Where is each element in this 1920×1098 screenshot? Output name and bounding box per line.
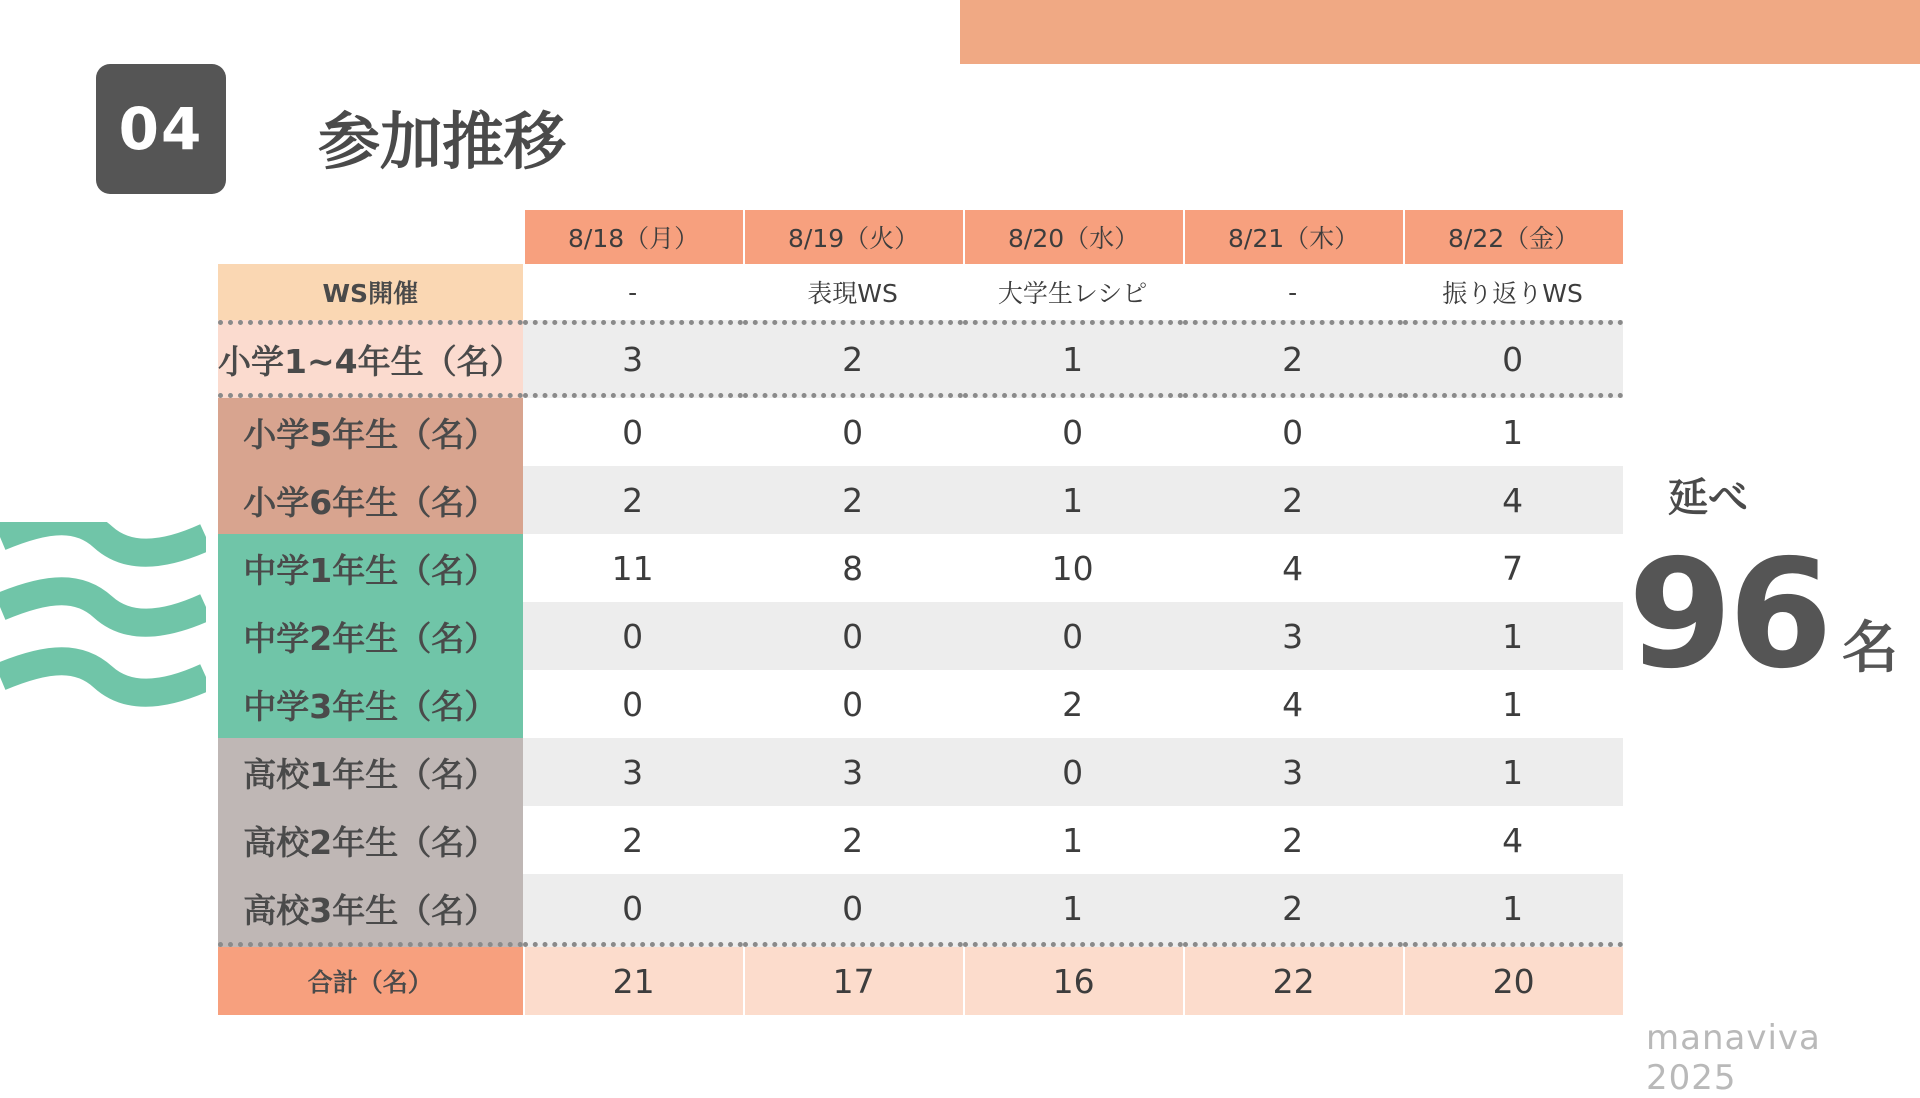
count-cell: 1 bbox=[1403, 602, 1623, 670]
count-cell: 2 bbox=[743, 466, 963, 534]
count-cell: 2 bbox=[1282, 820, 1304, 860]
cumulative-total-value: 96 bbox=[1628, 528, 1829, 702]
count-cell: 4 bbox=[1282, 684, 1304, 724]
row-label: 小学1~4年生（名） bbox=[218, 320, 523, 398]
ws-row-label: WS開催 bbox=[218, 264, 523, 320]
count-cell: 0 bbox=[523, 874, 743, 947]
table-row bbox=[218, 738, 1623, 806]
count-cell: 0 bbox=[842, 412, 864, 452]
ws-cell: - bbox=[628, 277, 638, 307]
count-cell: 3 bbox=[1183, 602, 1403, 670]
table-row bbox=[218, 874, 1623, 947]
count-cell: 0 bbox=[842, 684, 864, 724]
count-cell: 3 bbox=[743, 738, 963, 806]
count-cell: 0 bbox=[743, 602, 963, 670]
count-cell: 0 bbox=[743, 874, 963, 947]
row-label: 高校1年生（名） bbox=[218, 738, 523, 806]
count-cell: 2 bbox=[1062, 684, 1084, 724]
wave-decoration-icon bbox=[0, 522, 206, 732]
date-header: 8/20（水） bbox=[963, 210, 1183, 264]
table-row bbox=[218, 602, 1623, 670]
date-header: 8/21（木） bbox=[1183, 210, 1403, 264]
count-cell: 1 bbox=[1403, 874, 1623, 947]
count-cell: 4 bbox=[1282, 548, 1304, 588]
count-cell: 4 bbox=[1502, 820, 1524, 860]
count-cell: 0 bbox=[1403, 320, 1623, 398]
table-row bbox=[218, 466, 1623, 534]
row-label: 小学6年生（名） bbox=[218, 466, 523, 534]
count-cell: 10 bbox=[1051, 548, 1094, 588]
count-cell: 1 bbox=[963, 320, 1183, 398]
count-cell: 3 bbox=[523, 320, 743, 398]
count-cell: 4 bbox=[1403, 466, 1623, 534]
date-header: 8/22（金） bbox=[1403, 210, 1623, 264]
cumulative-label: 延べ bbox=[1668, 475, 1748, 521]
count-cell: 1 bbox=[1403, 738, 1623, 806]
footer-credit: manaviva 2025 bbox=[1646, 1018, 1821, 1098]
count-cell: 0 bbox=[1282, 412, 1304, 452]
total-row bbox=[218, 947, 1623, 1015]
count-cell: 2 bbox=[1183, 874, 1403, 947]
table-row bbox=[218, 534, 1623, 602]
total-cell: 22 bbox=[1183, 947, 1403, 1015]
count-cell: 1 bbox=[963, 874, 1183, 947]
table-row bbox=[218, 320, 1623, 398]
row-label: 高校2年生（名） bbox=[218, 806, 523, 874]
participation-table bbox=[218, 210, 1623, 1015]
row-label: 中学3年生（名） bbox=[218, 670, 523, 738]
count-cell: 8 bbox=[842, 548, 864, 588]
ws-cell: 振り返りWS bbox=[1442, 279, 1583, 308]
page-title: 参加推移 bbox=[318, 105, 567, 178]
count-cell: 0 bbox=[963, 602, 1183, 670]
table-row bbox=[218, 398, 1623, 466]
table-row bbox=[218, 670, 1623, 738]
top-accent-bar bbox=[960, 0, 1920, 64]
date-header: 8/18（月） bbox=[523, 210, 743, 264]
count-cell: 0 bbox=[622, 684, 644, 724]
count-cell: 1 bbox=[1062, 820, 1084, 860]
count-cell: 1 bbox=[1502, 684, 1524, 724]
count-cell: 2 bbox=[1183, 466, 1403, 534]
ws-row bbox=[218, 264, 1623, 320]
count-cell: 0 bbox=[963, 738, 1183, 806]
ws-cell: - bbox=[1288, 277, 1298, 307]
count-cell: 11 bbox=[611, 548, 654, 588]
total-cell: 16 bbox=[963, 947, 1183, 1015]
count-cell: 0 bbox=[523, 602, 743, 670]
count-cell: 2 bbox=[1183, 320, 1403, 398]
row-label: 中学2年生（名） bbox=[218, 602, 523, 670]
count-cell: 2 bbox=[523, 466, 743, 534]
ws-cell: 表現WS bbox=[807, 279, 898, 308]
row-label: 高校3年生（名） bbox=[218, 874, 523, 947]
total-label: 合計（名） bbox=[218, 947, 523, 1015]
count-cell: 7 bbox=[1502, 548, 1524, 588]
count-cell: 0 bbox=[622, 412, 644, 452]
total-cell: 20 bbox=[1403, 947, 1623, 1015]
count-cell: 2 bbox=[743, 320, 963, 398]
count-cell: 2 bbox=[622, 820, 644, 860]
ws-cell: 大学生レシピ bbox=[997, 279, 1148, 308]
count-cell: 3 bbox=[523, 738, 743, 806]
cumulative-total-unit: 名 bbox=[1842, 616, 1898, 681]
count-cell: 0 bbox=[1062, 412, 1084, 452]
date-header-row bbox=[218, 210, 1623, 264]
count-cell: 2 bbox=[842, 820, 864, 860]
count-cell: 1 bbox=[1502, 412, 1524, 452]
row-label: 中学1年生（名） bbox=[218, 534, 523, 602]
count-cell: 3 bbox=[1183, 738, 1403, 806]
total-cell: 21 bbox=[523, 947, 743, 1015]
section-number-badge: 04 bbox=[96, 64, 226, 194]
date-header: 8/19（火） bbox=[743, 210, 963, 264]
table-row bbox=[218, 806, 1623, 874]
count-cell: 1 bbox=[963, 466, 1183, 534]
header-corner bbox=[218, 210, 523, 264]
total-cell: 17 bbox=[743, 947, 963, 1015]
row-label: 小学5年生（名） bbox=[218, 398, 523, 466]
